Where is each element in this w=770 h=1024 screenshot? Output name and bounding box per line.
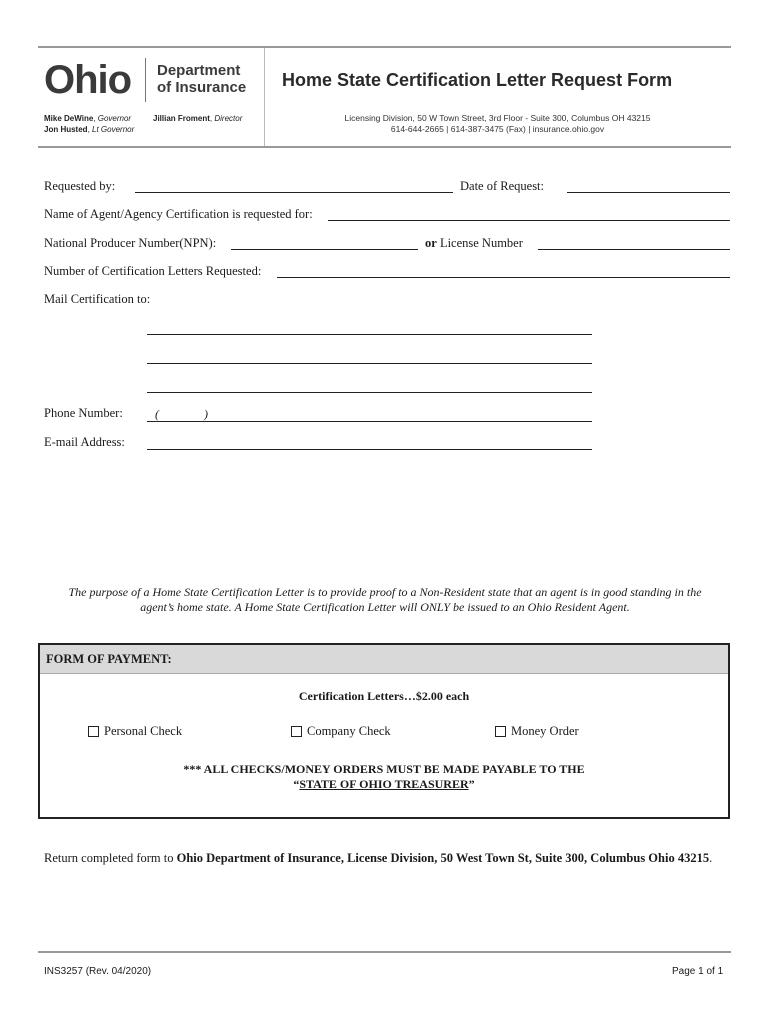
money-order-label: Money Order (511, 724, 579, 738)
phone-open-paren: ( (155, 407, 159, 421)
mail-address-line-3[interactable] (147, 392, 592, 393)
logo-divider (145, 58, 146, 102)
personal-check-label: Personal Check (104, 724, 183, 738)
header-bottom-rule (38, 146, 731, 148)
payable-notice-line-2 (40, 777, 728, 792)
governor-name: Mike DeWine (44, 114, 94, 123)
form-title: Home State Certification Letter Request Form (282, 70, 673, 90)
governor-title: Governor (97, 114, 132, 123)
return-destination: Ohio Department of Insurance, License Division, 50 West Town St, Suite 300, Columbus Ohio 43215 (176, 851, 710, 865)
payable-notice-line-1: *** ALL CHECKS/MONEY ORDERS MUST BE MADE PAYABLE TO THE (183, 762, 585, 776)
department-line-1: Department (157, 62, 241, 79)
lt-governor-title: Lt Governor (92, 125, 135, 134)
npn-label: National Producer Number(NPN): (44, 236, 217, 250)
personal-check-checkbox[interactable] (88, 726, 99, 737)
npn-field[interactable] (231, 249, 418, 250)
company-check-label: Company Check (307, 724, 391, 738)
department-line-2: of Insurance (157, 79, 247, 96)
purpose-line-2: agent’s home state. A Home State Certification Letter will ONLY be issued to an Ohio Resident Agent. (140, 600, 630, 614)
quote-close: ” (468, 777, 475, 791)
department-name (157, 62, 246, 96)
header-vertical-divider (264, 48, 265, 146)
form-number: INS3257 (Rev. 04/2020) (44, 966, 152, 977)
agent-name-label: Name of Agent/Agency Certification is requested for: (44, 207, 313, 221)
purpose-statement (40, 585, 730, 615)
price-text: Certification Letters…$2.00 each (298, 689, 470, 703)
phone-label: Phone Number: (44, 406, 123, 420)
return-suffix: . (709, 851, 713, 865)
company-check-checkbox[interactable] (291, 726, 302, 737)
page-number: Page 1 of 1 (672, 966, 724, 977)
num-letters-label: Number of Certification Letters Requested: (44, 264, 262, 278)
return-prefix: Return completed form to (44, 851, 177, 865)
payment-heading: FORM OF PAYMENT: (46, 652, 172, 666)
return-instructions (44, 851, 712, 866)
lt-governor-name: Jon Husted (44, 125, 88, 134)
mail-address-line-2[interactable] (147, 363, 592, 364)
phone-field[interactable] (147, 421, 592, 422)
contact-line: 614-644-2665 | 614-387-3475 (Fax) | insurance.ohio.gov (390, 124, 605, 134)
header-top-rule (38, 46, 731, 48)
date-of-request-field[interactable] (567, 192, 730, 193)
requested-by-field[interactable] (135, 192, 453, 193)
num-letters-field[interactable] (277, 277, 730, 278)
mail-address-line-1[interactable] (147, 334, 592, 335)
agent-name-field[interactable] (328, 220, 730, 221)
payee-name: STATE OF OHIO TREASURER (299, 777, 469, 791)
footer-rule (38, 951, 731, 953)
director-credit: Jillian Froment, Director (153, 114, 243, 123)
director-title: Director (214, 114, 243, 123)
ohio-logo: Ohio (44, 58, 132, 102)
license-number-label: License Number (439, 236, 523, 250)
email-label: E-mail Address: (44, 435, 125, 449)
money-order-checkbox[interactable] (495, 726, 506, 737)
mail-to-label: Mail Certification to: (44, 292, 151, 306)
purpose-line-1: The purpose of a Home State Certification Letter is to provide proof to a Non-Resident state that an agent is in good standing in the (68, 585, 702, 599)
governor-credit: Mike DeWine, Governor Jon Husted, Lt Governor (44, 114, 135, 134)
address-line: Licensing Division, 50 W Town Street, 3rd Floor - Suite 300, Columbus OH 43215 (344, 113, 651, 123)
quote-open: “ (293, 777, 300, 791)
email-field[interactable] (147, 449, 592, 450)
or-word: or (425, 236, 437, 250)
license-number-field[interactable] (538, 249, 730, 250)
phone-close-paren: ) (204, 407, 208, 421)
requested-by-label: Requested by: (44, 179, 116, 193)
date-of-request-label: Date of Request: (460, 179, 545, 193)
director-name: Jillian Froment (153, 114, 210, 123)
